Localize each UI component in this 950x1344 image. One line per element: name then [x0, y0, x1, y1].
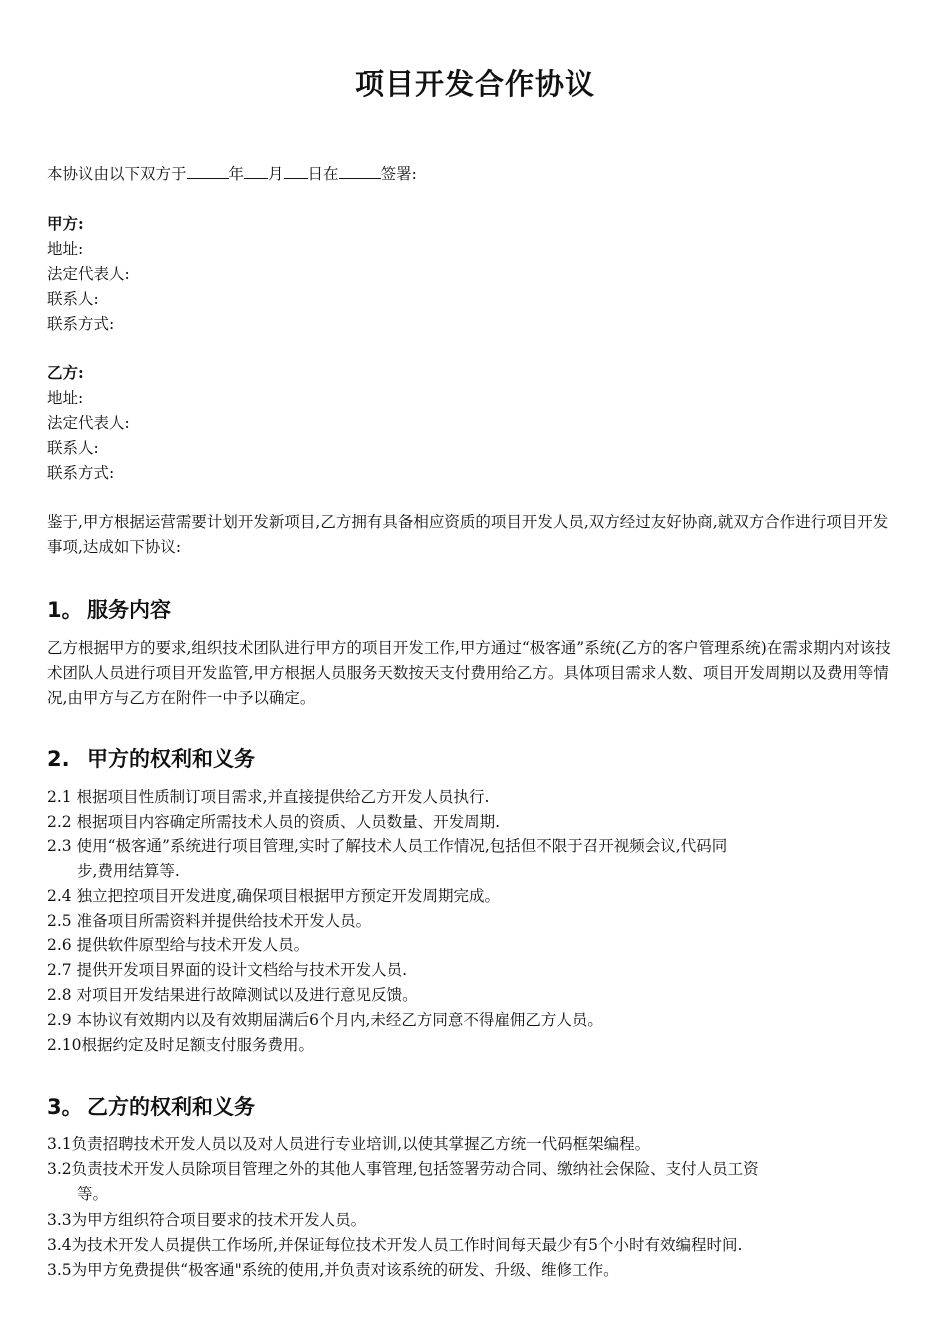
clause-3-2 [47, 1157, 903, 1206]
clause-number: 2.9 [47, 1011, 72, 1029]
section-2-title: 甲方的权利和义务 [87, 747, 255, 771]
signing-suffix: 签署: [380, 165, 417, 183]
clause-text: 独立把控项目开发进度,确保项目根据甲方预定开发周期完成。 [76, 887, 501, 905]
clause-number: 3.1 [47, 1135, 72, 1153]
clause-number: 3.4 [47, 1236, 72, 1254]
section-1-title: 服务内容 [87, 598, 171, 622]
party-b-contact-method: 联系方式: [47, 464, 115, 482]
clause-3-4 [47, 1233, 903, 1258]
section-3-title: 乙方的权利和义务 [87, 1095, 255, 1119]
section-3-heading [47, 1092, 255, 1122]
clause-text: 根据项目内容确定所需技术人员的资质、人员数量、开发周期. [76, 813, 501, 831]
party-b-address: 地址: [47, 389, 84, 407]
clause-3-3 [47, 1208, 903, 1233]
place-blank[interactable] [339, 162, 381, 179]
clause-2-7 [47, 958, 903, 983]
party-b-contact: 联系人: [47, 439, 99, 457]
section-2-number: 2. [47, 747, 70, 771]
clause-number: 2.3 [47, 837, 72, 855]
clause-text: 使用“极客通”系统进行项目管理,实时了解技术人员工作情况,包括但不限于召开视频会议,代码同 [76, 837, 728, 855]
clause-text: 对项目开发结果进行故障测试以及进行意见反馈。 [76, 986, 418, 1004]
section-1-number: 1。 [47, 598, 83, 622]
clause-2-9 [47, 1008, 903, 1033]
clause-number: 2.1 [47, 788, 72, 806]
clause-2-8 [47, 983, 903, 1008]
party-a-legal-rep: 法定代表人: [47, 265, 130, 283]
clause-text: 负责技术开发人员除项目管理之外的其他人事管理,包括签署劳动合同、缴纳社会保险、支付人员工资 [71, 1160, 759, 1178]
party-b-label: 乙方: [47, 363, 84, 382]
clause-text: 根据项目性质制订项目需求,并直接提供给乙方开发人员执行. [76, 788, 490, 806]
clause-2-1 [47, 785, 903, 810]
clause-2-6 [47, 933, 903, 958]
clause-2-5 [47, 909, 903, 934]
party-a-address: 地址: [47, 240, 84, 258]
signing-day: 日在 [307, 165, 339, 183]
signing-year: 年 [228, 165, 245, 183]
clause-text-continued: 等。 [77, 1184, 109, 1203]
clause-3-1 [47, 1132, 903, 1157]
clause-number: 3.3 [47, 1211, 72, 1229]
clause-text: 准备项目所需资料并提供给技术开发人员。 [76, 912, 372, 930]
clause-2-3 [47, 834, 903, 883]
month-blank[interactable] [244, 162, 268, 179]
clause-number: 3.2 [47, 1160, 72, 1178]
clause-2-10 [47, 1033, 903, 1058]
clause-text: 提供软件原型给与技术开发人员。 [76, 936, 310, 954]
section-2-heading [47, 744, 255, 774]
section-3-number: 3。 [47, 1095, 83, 1119]
clause-number: 2.2 [47, 813, 72, 831]
party-a-contact: 联系人: [47, 290, 99, 308]
clause-number: 2.8 [47, 986, 72, 1004]
clause-number: 2.5 [47, 912, 72, 930]
clause-text: 提供开发项目界面的设计文档给与技术开发人员. [76, 961, 408, 979]
clause-2-2 [47, 810, 903, 835]
clause-text: 根据约定及时足额支付服务费用。 [81, 1036, 315, 1054]
clause-number: 2.7 [47, 961, 72, 979]
preamble: 鉴于,甲方根据运营需要计划开发新项目,乙方拥有具备相应资质的项目开发人员,双方经过友好协商,就双方合作进行项目开发事项,达成如下协议: [47, 513, 889, 556]
clause-text: 为甲方组织符合项目要求的技术开发人员。 [71, 1211, 367, 1229]
clause-2-4 [47, 884, 903, 909]
signing-prefix: 本协议由以下双方于 [47, 165, 187, 183]
clause-text-continued: 步,费用结算等. [77, 861, 180, 880]
clause-number: 2.6 [47, 936, 72, 954]
party-b-legal-rep: 法定代表人: [47, 414, 130, 432]
section-1-body: 乙方根据甲方的要求,组织技术团队进行甲方的项目开发工作,甲方通过“极客通”系统(乙方的客户管理系统)在需求期内对该技术团队人员进行项目开发监管,甲方根据人员服务天数按天支付费用给乙方。具体项目需求人数、项目开发周期以及费用等情况,由甲方与乙方在附件一中予以确定。 [47, 639, 891, 707]
day-blank[interactable] [284, 162, 308, 179]
clause-text: 本协议有效期内以及有效期届满后6个月内,未经乙方同意不得雇佣乙方人员。 [76, 1011, 603, 1029]
clause-number: 2.4 [47, 887, 72, 905]
clause-text: 为技术开发人员提供工作场所,并保证每位技术开发人员工作时间每天最少有5个小时有效编程时间. [71, 1236, 743, 1254]
party-a-contact-method: 联系方式: [47, 315, 115, 333]
clause-number: 2.10 [47, 1036, 82, 1054]
document-title: 项目开发合作协议 [354, 67, 595, 101]
clause-text: 负责招聘技术开发人员以及对人员进行专业培训,以使其掌握乙方统一代码框架编程。 [71, 1135, 651, 1153]
signing-line [47, 162, 417, 186]
signing-month: 月 [268, 165, 284, 183]
clause-text: 为甲方免费提供“极客通"系统的使用,并负责对该系统的研发、升级、维修工作。 [71, 1261, 619, 1279]
section-1-heading [47, 595, 171, 625]
clause-number: 3.5 [47, 1261, 72, 1279]
location-blank-1[interactable] [187, 162, 229, 179]
clause-3-5 [47, 1258, 903, 1283]
party-a-label: 甲方: [47, 214, 84, 233]
